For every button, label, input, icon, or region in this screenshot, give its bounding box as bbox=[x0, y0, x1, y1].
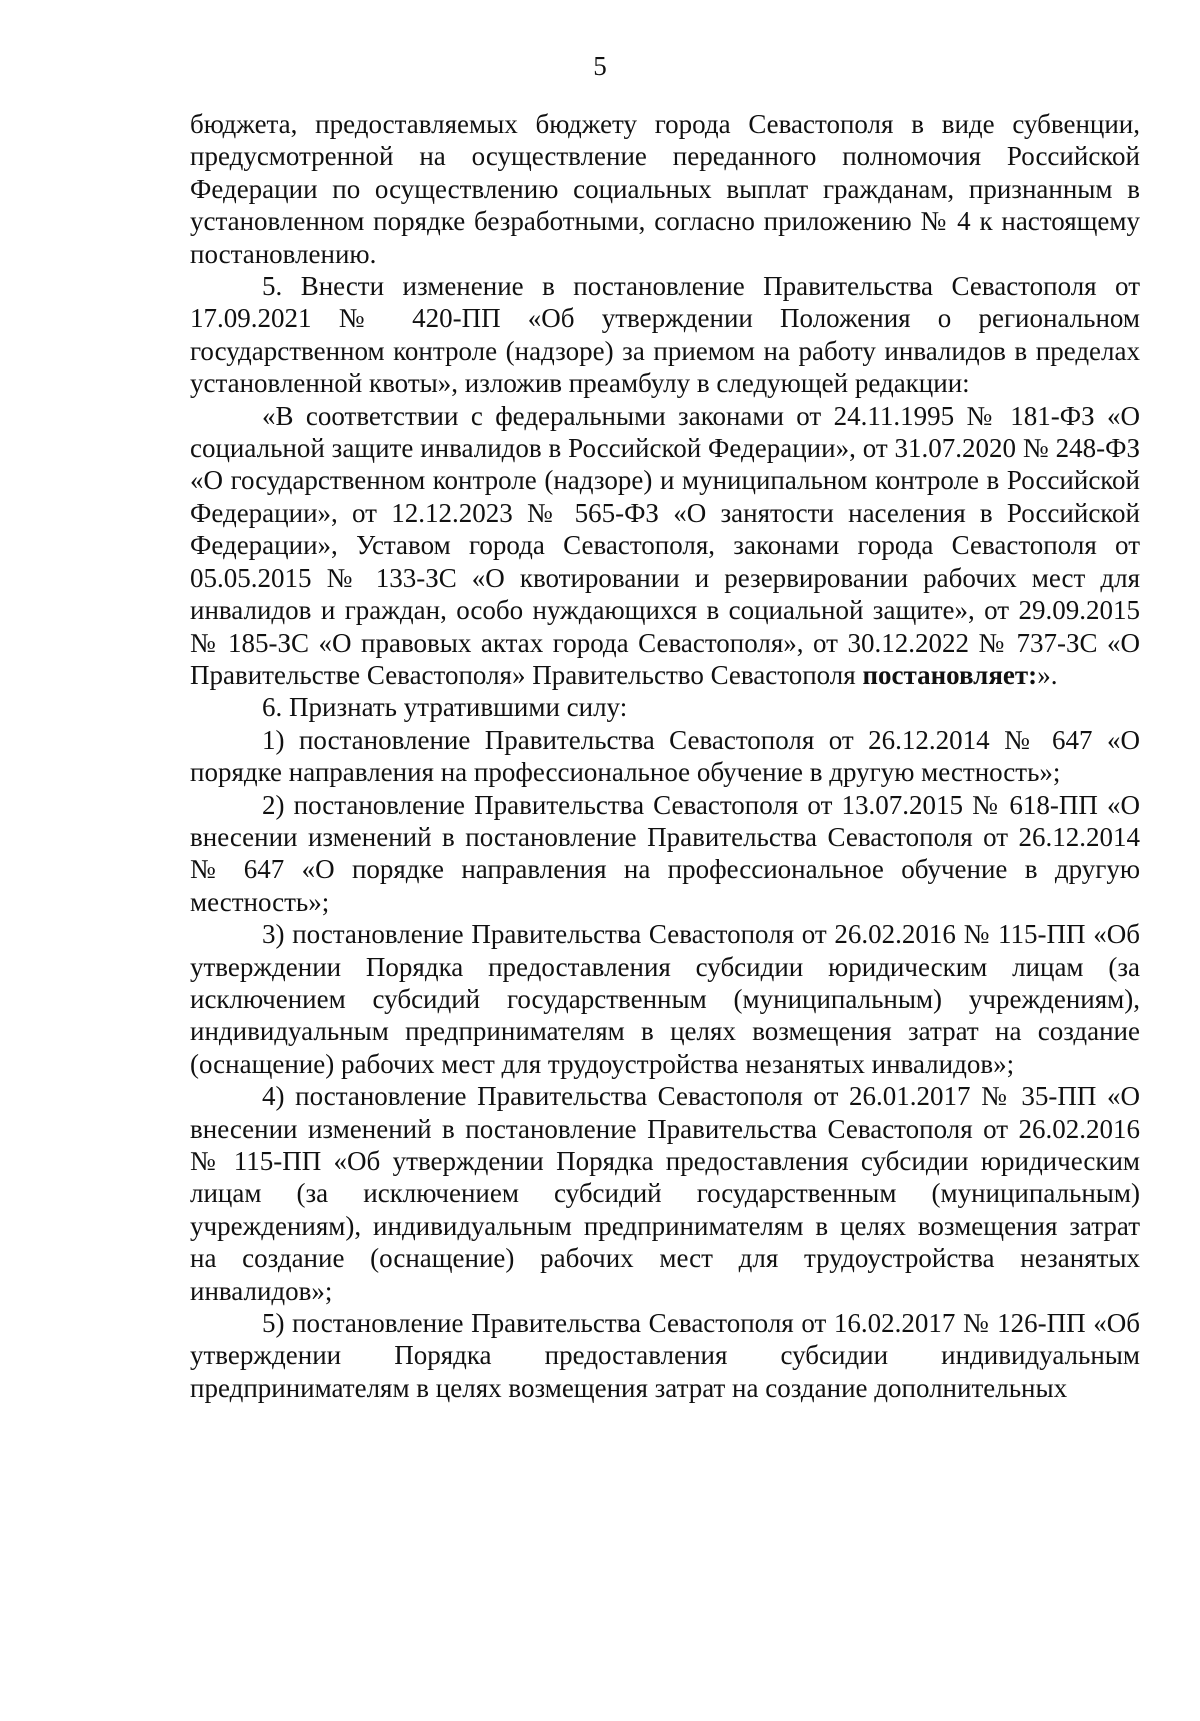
preamble-tail: ». bbox=[1037, 659, 1058, 690]
paragraph-preamble-quote bbox=[190, 400, 1140, 692]
paragraph-item-6: 6. Признать утратившими силу: bbox=[262, 692, 628, 723]
preamble-bold-word: постановляет: bbox=[862, 659, 1038, 690]
document-body bbox=[190, 108, 1140, 1404]
list-item-5: 5) постановление Правительства Севастополя от 16.02.2017 № 126-ПП «Об утверждении Порядка предоставления субсидии индивидуальным предпринимателям в целях возмещения затрат на создание дополнительных bbox=[190, 1308, 1140, 1403]
list-item-1: 1) постановление Правительства Севастополя от 26.12.2014 № 647 «О порядке направления на профессиональное обучение в другую местность»; bbox=[190, 724, 1140, 788]
list-item-4: 4) постановление Правительства Севастополя от 26.01.2017 № 35-ПП «О внесении изменений в постановление Правительства Севастополя от 26.02.2016 № 115-ПП «Об утверждении Порядка предоставления субсидии юридическим лицам (за исключением субсидий государственным (муниципальным) учреждениям), индивидуальным предпринимателям в целях возмещения затрат на создание (оснащение) рабочих мест для трудоустройства незанятых инвалидов»; bbox=[190, 1081, 1140, 1306]
page-number: 5 bbox=[593, 51, 607, 81]
paragraph-budget-continuation: бюджета, предоставляемых бюджету города Севастополя в виде субвенции, предусмотренной на осуществление переданного полномочия Российской Федерации по осуществлению социальных выплат гражданам, признанным в установленном порядке безработными, согласно приложению № 4 к настоящему постановлению. bbox=[190, 109, 1140, 269]
preamble-text: «В соответствии с федеральными законами от 24.11.1995 № 181-ФЗ «О социальной защите инвалидов в Российской Федерации», от 31.07.2020 № 248-ФЗ «О государственном контроле (надзоре) и муниципальном контроле в Российской Федерации», от 12.12.2023 № 565-ФЗ «О занятости населения в Российской Федерации», Уставом города Севастополя, законами города Севастополя от 05.05.2015 № 133-ЗС «О квотировании и резервировании рабочих мест для инвалидов и граждан, особо нуждающихся в социальной защите», от 29.09.2015 № 185-ЗС «О правовых актах города Севастополя», от 30.12.2022 № 737-ЗС «О Правительстве Севастополя» Правительство Севастополя bbox=[190, 400, 1140, 690]
list-item-3: 3) постановление Правительства Севастополя от 26.02.2016 № 115-ПП «Об утверждении Порядка предоставления субсидии юридическим лицам (за исключением субсидий государственным (муниципальным) учреждениям), индивидуальным предпринимателям в целях возмещения затрат на создание (оснащение) рабочих мест для трудоустройства незанятых инвалидов»; bbox=[190, 919, 1140, 1079]
list-item-2: 2) постановление Правительства Севастополя от 13.07.2015 № 618-ПП «О внесении изменений в постановление Правительства Севастополя от 26.12.2014 № 647 «О порядке направления на профессиональное обучение в другую местность»; bbox=[190, 789, 1140, 917]
paragraph-item-5: 5. Внести изменение в постановление Правительства Севастополя от 17.09.2021 № 420-ПП «Об утверждении Положения о региональном государственном контроле (надзоре) за приемом на работу инвалидов в пределах установленной квоты», изложив преамбулу в следующей редакции: bbox=[190, 271, 1140, 399]
